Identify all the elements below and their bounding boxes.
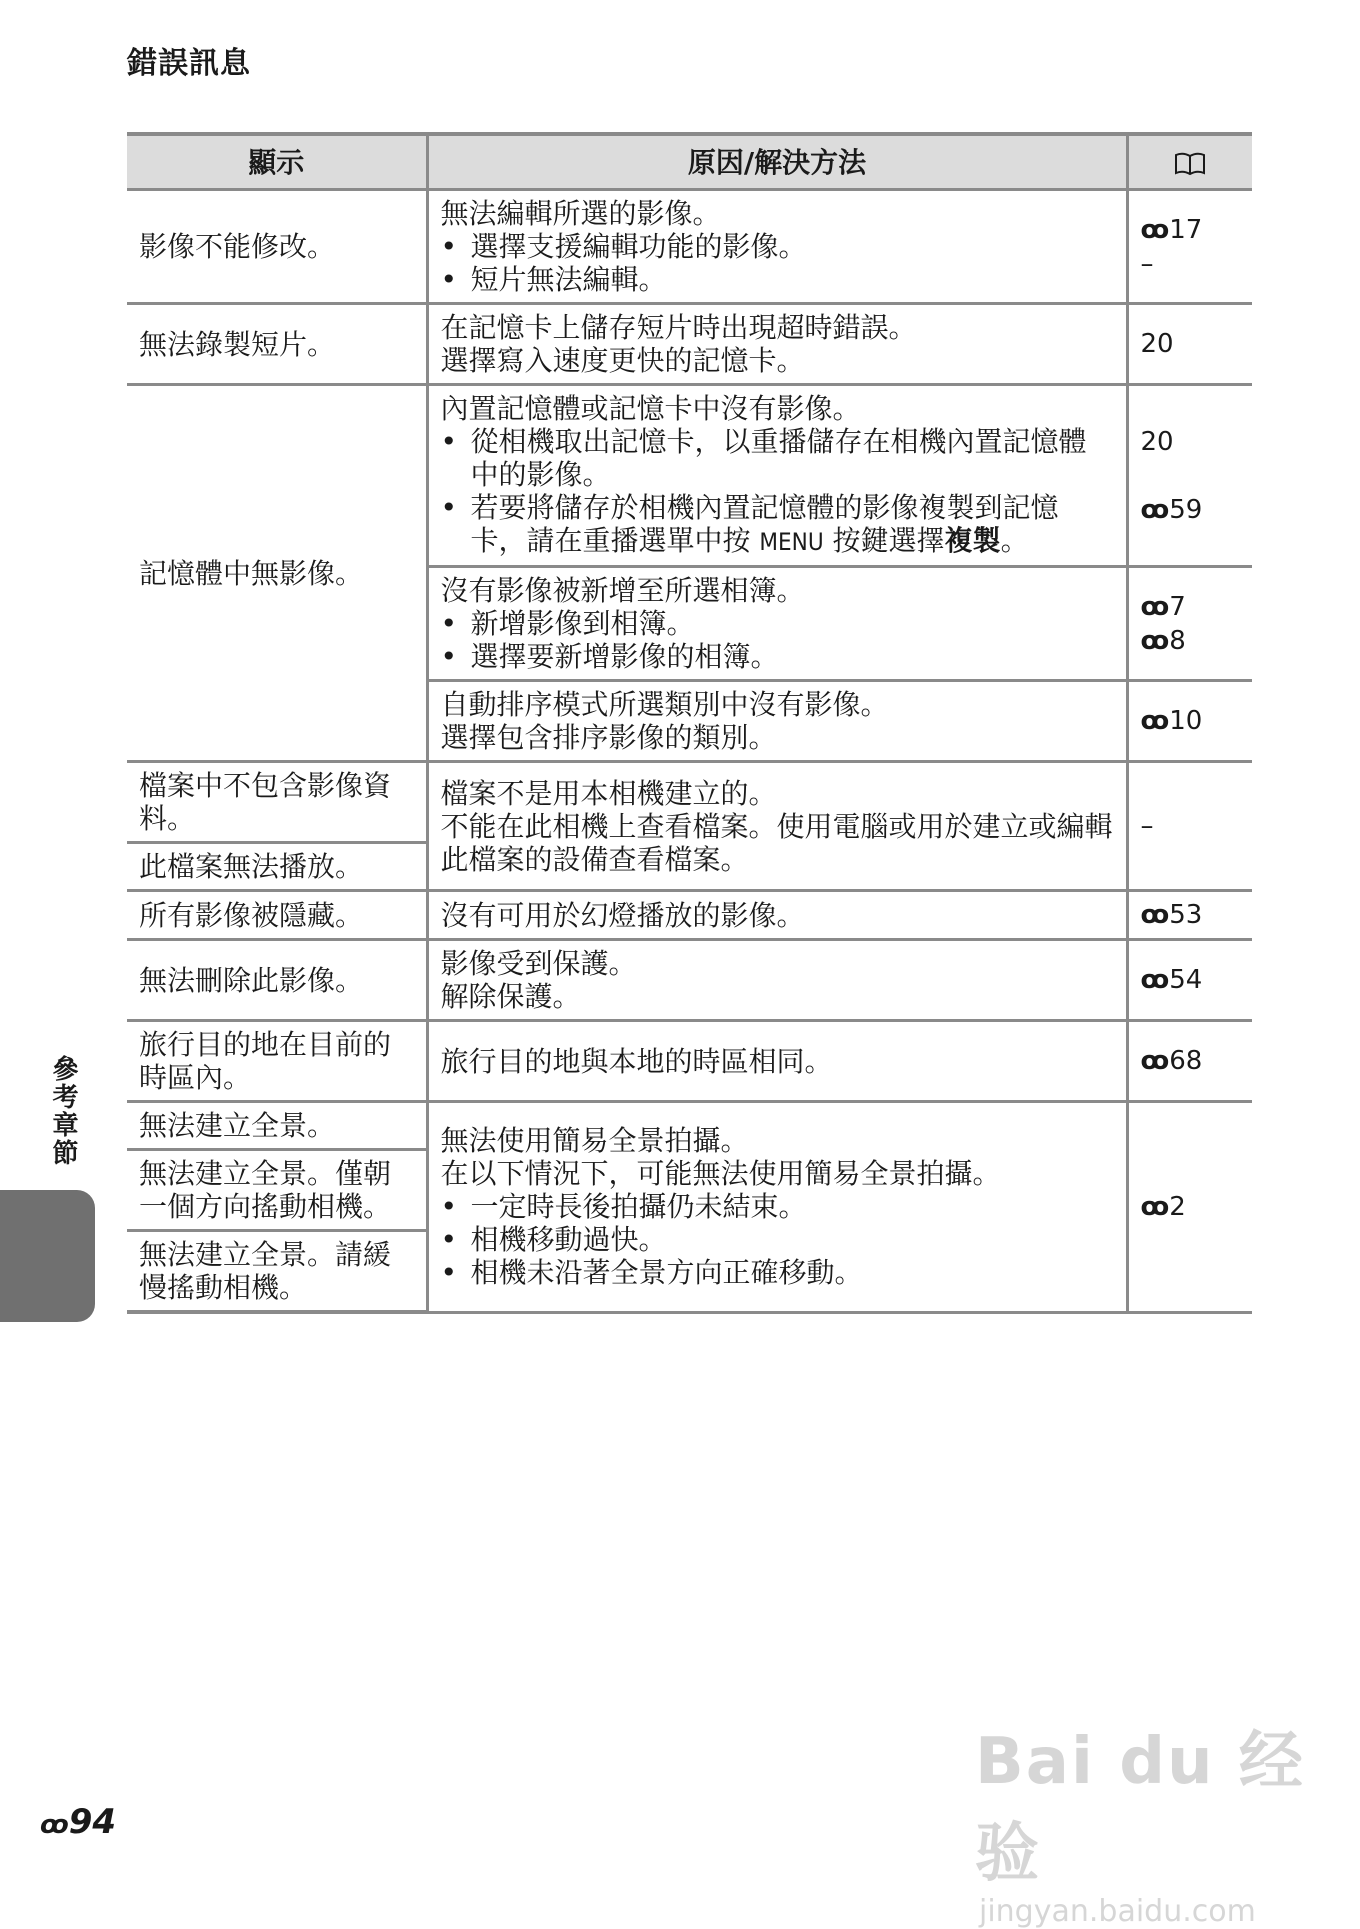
cause-cell xyxy=(427,190,1127,304)
binoculars-e-icon: ꝏ xyxy=(1140,965,1166,995)
bullet-item: • 相機未沿著全景方向正確移動。 xyxy=(441,1256,1114,1289)
watermark-url: jingyan.baidu.com xyxy=(979,1894,1256,1929)
side-tab[interactable] xyxy=(0,1190,95,1322)
ref-cell xyxy=(1127,567,1252,681)
table-row xyxy=(127,762,1252,843)
table-header-row xyxy=(127,134,1252,190)
cause-cell: 沒有影像被新增至所選相簿。 • 新增影像到相簿。 • 選擇要新增影像的相簿。 xyxy=(427,567,1127,681)
page-heading: 錯誤訊息 xyxy=(127,46,251,81)
cause-cell: 影像受到保護。 解除保護。 xyxy=(427,940,1127,1021)
ref-cell xyxy=(1127,190,1252,304)
bullet-item: • 選擇要新增影像的相簿。 xyxy=(441,640,1114,673)
binoculars-e-icon: ꝏ xyxy=(1140,900,1166,930)
page-ref[interactable]: ꝏ 53 xyxy=(1127,891,1252,940)
page-ref[interactable]: 20 xyxy=(1127,304,1252,385)
display-cell: 記憶體中無影像。 xyxy=(127,385,427,762)
table-row xyxy=(127,1102,1252,1150)
cause-cell: 檔案不是用本相機建立的。 不能在此相機上查看檔案。使用電腦或用於建立或編輯此檔案的設備查看檔案。 xyxy=(427,762,1127,891)
display-cell: 無法刪除此影像。 xyxy=(127,940,427,1021)
page-ref[interactable]: ꝏ 54 xyxy=(1127,940,1252,1021)
display-cell: 無法建立全景。 xyxy=(127,1102,427,1150)
binoculars-e-icon: ꝏ xyxy=(1140,494,1166,525)
menu-button-label: MENU xyxy=(759,528,824,556)
cause-cell: 內置記憶體或記憶卡中沒有影像。 • 從相機取出記憶卡，以重播儲存在相機內置記憶體中的影像。 • 若要將儲存於相機內置記憶體的影像複製到記憶卡，請在重播選單中按 MENU 按鍵選擇複製。 xyxy=(427,385,1127,567)
table-row xyxy=(127,940,1252,1021)
page-ref[interactable]: ꝏ 17 xyxy=(1140,214,1203,245)
display-cell: 無法錄製短片。 xyxy=(127,304,427,385)
cause-line: 無法編輯所選的影像。 xyxy=(440,197,721,230)
book-icon xyxy=(1174,152,1206,176)
side-tab-label: 參考章節 xyxy=(48,1055,78,1167)
cause-cell: 自動排序模式所選類別中沒有影像。 選擇包含排序影像的類別。 xyxy=(427,681,1127,762)
page-ref[interactable]: ꝏ 7 xyxy=(1140,591,1186,622)
table-row xyxy=(127,304,1252,385)
display-cell: 無法建立全景。請緩慢搖動相機。 xyxy=(127,1231,427,1313)
header-cause: 原因/解決方法 xyxy=(427,134,1127,190)
table-row xyxy=(127,385,1252,567)
cause-cell: 在記憶卡上儲存短片時出現超時錯誤。 選擇寫入速度更快的記憶卡。 xyxy=(427,304,1127,385)
page-number: ꝏ 94 xyxy=(40,1802,117,1842)
bullet-item: • 若要將儲存於相機內置記憶體的影像複製到記憶卡，請在重播選單中按 MENU 按鍵選擇複製。 xyxy=(441,491,1114,559)
binoculars-e-icon: ꝏ xyxy=(1140,1046,1166,1076)
display-cell: 檔案中不包含影像資料。 xyxy=(127,762,427,843)
error-messages-table xyxy=(127,132,1252,1314)
cause-cell: 無法使用簡易全景拍攝。 在以下情況下，可能無法使用簡易全景拍攝。 • 一定時長後拍攝仍未結束。 • 相機移動過快。 • 相機未沿著全景方向正確移動。 xyxy=(427,1102,1127,1313)
ref-cell xyxy=(1127,385,1252,567)
display-cell: 無法建立全景。僅朝一個方向搖動相機。 xyxy=(127,1150,427,1231)
page-ref[interactable]: 20 xyxy=(1140,426,1174,457)
page-ref[interactable]: ꝏ 68 xyxy=(1127,1021,1252,1102)
bullet-item: • 新增影像到相簿。 xyxy=(441,607,1114,640)
bullet-item: • 一定時長後拍攝仍未結束。 xyxy=(441,1190,1114,1223)
header-display: 顯示 xyxy=(127,134,427,190)
binoculars-e-icon: ꝏ xyxy=(1140,706,1166,736)
table-row xyxy=(127,190,1252,304)
table-row xyxy=(127,1021,1252,1102)
watermark xyxy=(975,1710,1360,1929)
page-ref: – xyxy=(1140,248,1154,279)
table-row xyxy=(127,891,1252,940)
bullet-item: • 從相機取出記憶卡，以重播儲存在相機內置記憶體中的影像。 xyxy=(441,425,1114,491)
bullet-item: • 短片無法編輯。 xyxy=(441,263,1114,296)
bullet-item: • 選擇支援編輯功能的影像。 xyxy=(441,230,1114,263)
binoculars-e-icon: ꝏ xyxy=(40,1810,65,1840)
binoculars-e-icon: ꝏ xyxy=(1140,591,1166,622)
page-ref[interactable]: ꝏ 8 xyxy=(1140,625,1186,656)
cause-cell: 旅行目的地與本地的時區相同。 xyxy=(427,1021,1127,1102)
cause-cell: 沒有可用於幻燈播放的影像。 xyxy=(427,891,1127,940)
binoculars-e-icon: ꝏ xyxy=(1140,1191,1166,1222)
display-cell: 影像不能修改。 xyxy=(127,190,427,304)
display-cell: 旅行目的地在目前的時區內。 xyxy=(127,1021,427,1102)
bullet-item: • 相機移動過快。 xyxy=(441,1223,1114,1256)
watermark-brand: Bai du 经验 xyxy=(975,1725,1305,1891)
page-ref[interactable]: ꝏ 2 xyxy=(1127,1102,1252,1313)
binoculars-e-icon: ꝏ xyxy=(1140,214,1166,245)
page-ref[interactable]: ꝏ 59 xyxy=(1140,494,1203,525)
binoculars-e-icon: ꝏ xyxy=(1140,625,1166,656)
page-ref[interactable]: ꝏ 10 xyxy=(1127,681,1252,762)
display-cell: 此檔案無法播放。 xyxy=(127,843,427,891)
display-cell: 所有影像被隱藏。 xyxy=(127,891,427,940)
header-ref xyxy=(1127,134,1252,190)
page-ref: – xyxy=(1127,762,1252,891)
